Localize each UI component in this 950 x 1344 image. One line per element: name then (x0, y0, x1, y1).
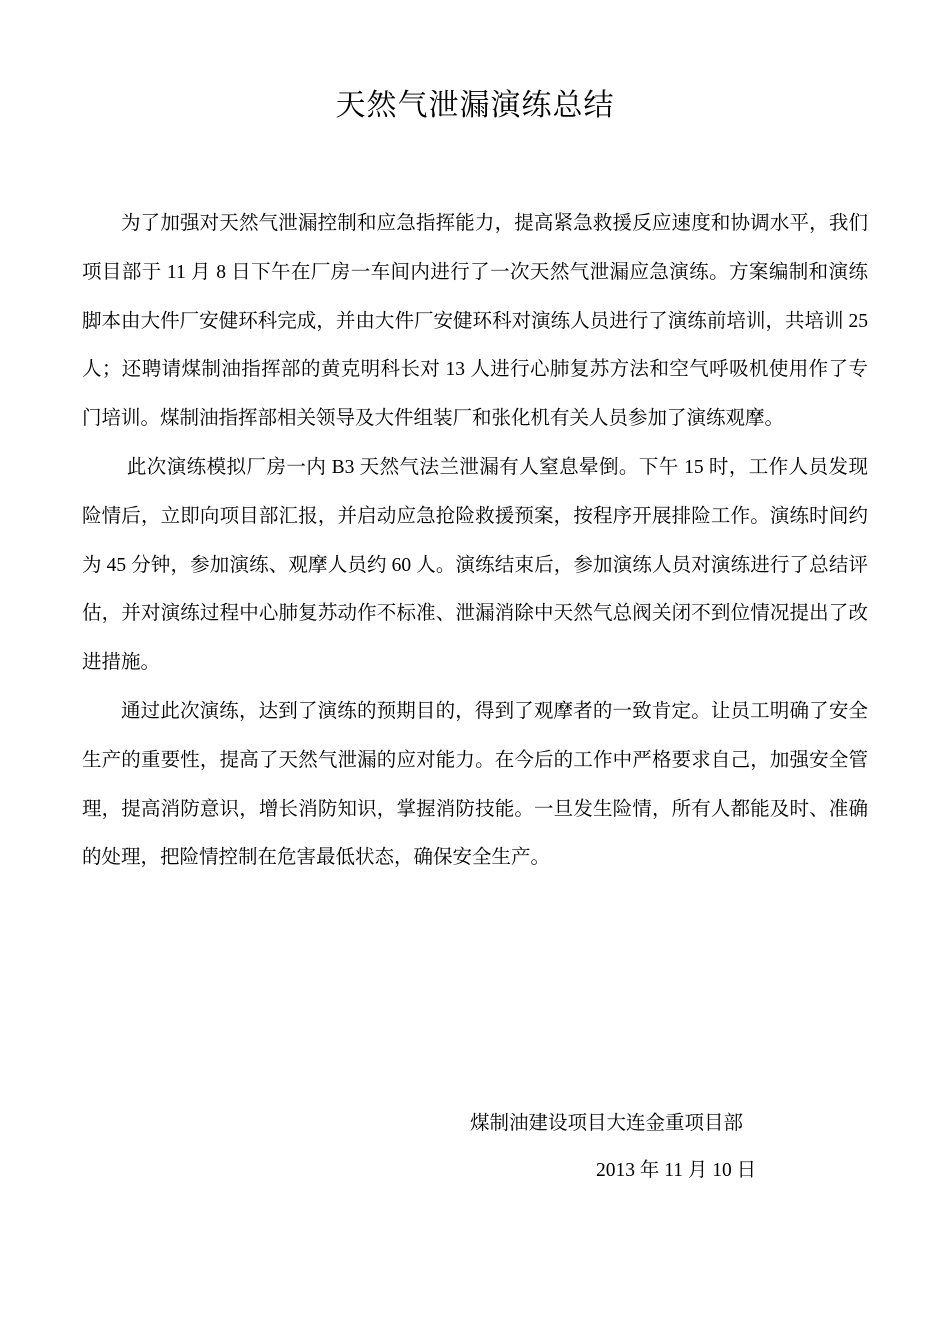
paragraph-drill-details: 此次演练模拟厂房一内 B3 天然气法兰泄漏有人窒息晕倒。下午 15 时，工作人员发现险情后，立即向项目部汇报，并启动应急抢险救援预案，按程序开展排险工作。演练时间约为 45 分钟，参加演练、观摩人员约 60 人。演练结束后，参加演练人员对演练进行了总结评估，并对演练过程中心肺复苏动作不标准、泄漏消除中天然气总阀关闭不到位情况提出了改进措施。 (82, 456, 868, 674)
signature-organization: 煤制油建设项目大连金重项目部 (470, 1113, 744, 1134)
document-title: 天然气泄漏演练总结 (335, 88, 615, 123)
signature-date: 2013 年 11 月 10 日 (596, 1160, 757, 1181)
paragraph-conclusion: 通过此次演练，达到了演练的预期目的，得到了观摩者的一致肯定。让员工明确了安全生产的重要性，提高了天然气泄漏的应对能力。在今后的工作中严格要求自己，加强安全管理，提高消防意识，增长消防知识，掌握消防技能。一旦发生险情，所有人都能及时、准确的处理，把险情控制在危害最低状态，确保安全生产。 (82, 700, 868, 869)
paragraph-intro: 为了加强对天然气泄漏控制和应急指挥能力，提高紧急救援反应速度和协调水平，我们项目部于 11 月 8 日下午在厂房一车间内进行了一次天然气泄漏应急演练。方案编制和演练脚本由大件厂安健环科完成，并由大件厂安健环科对演练人员进行了演练前培训，共培训 25 人；还聘请煤制油指挥部的黄克明科长对 13 人进行心肺复苏方法和空气呼吸机使用作了专门培训。煤制油指挥部相关领导及大件组装厂和张化机有关人员参加了演练观摩。 (82, 213, 868, 430)
document-body (82, 200, 868, 883)
